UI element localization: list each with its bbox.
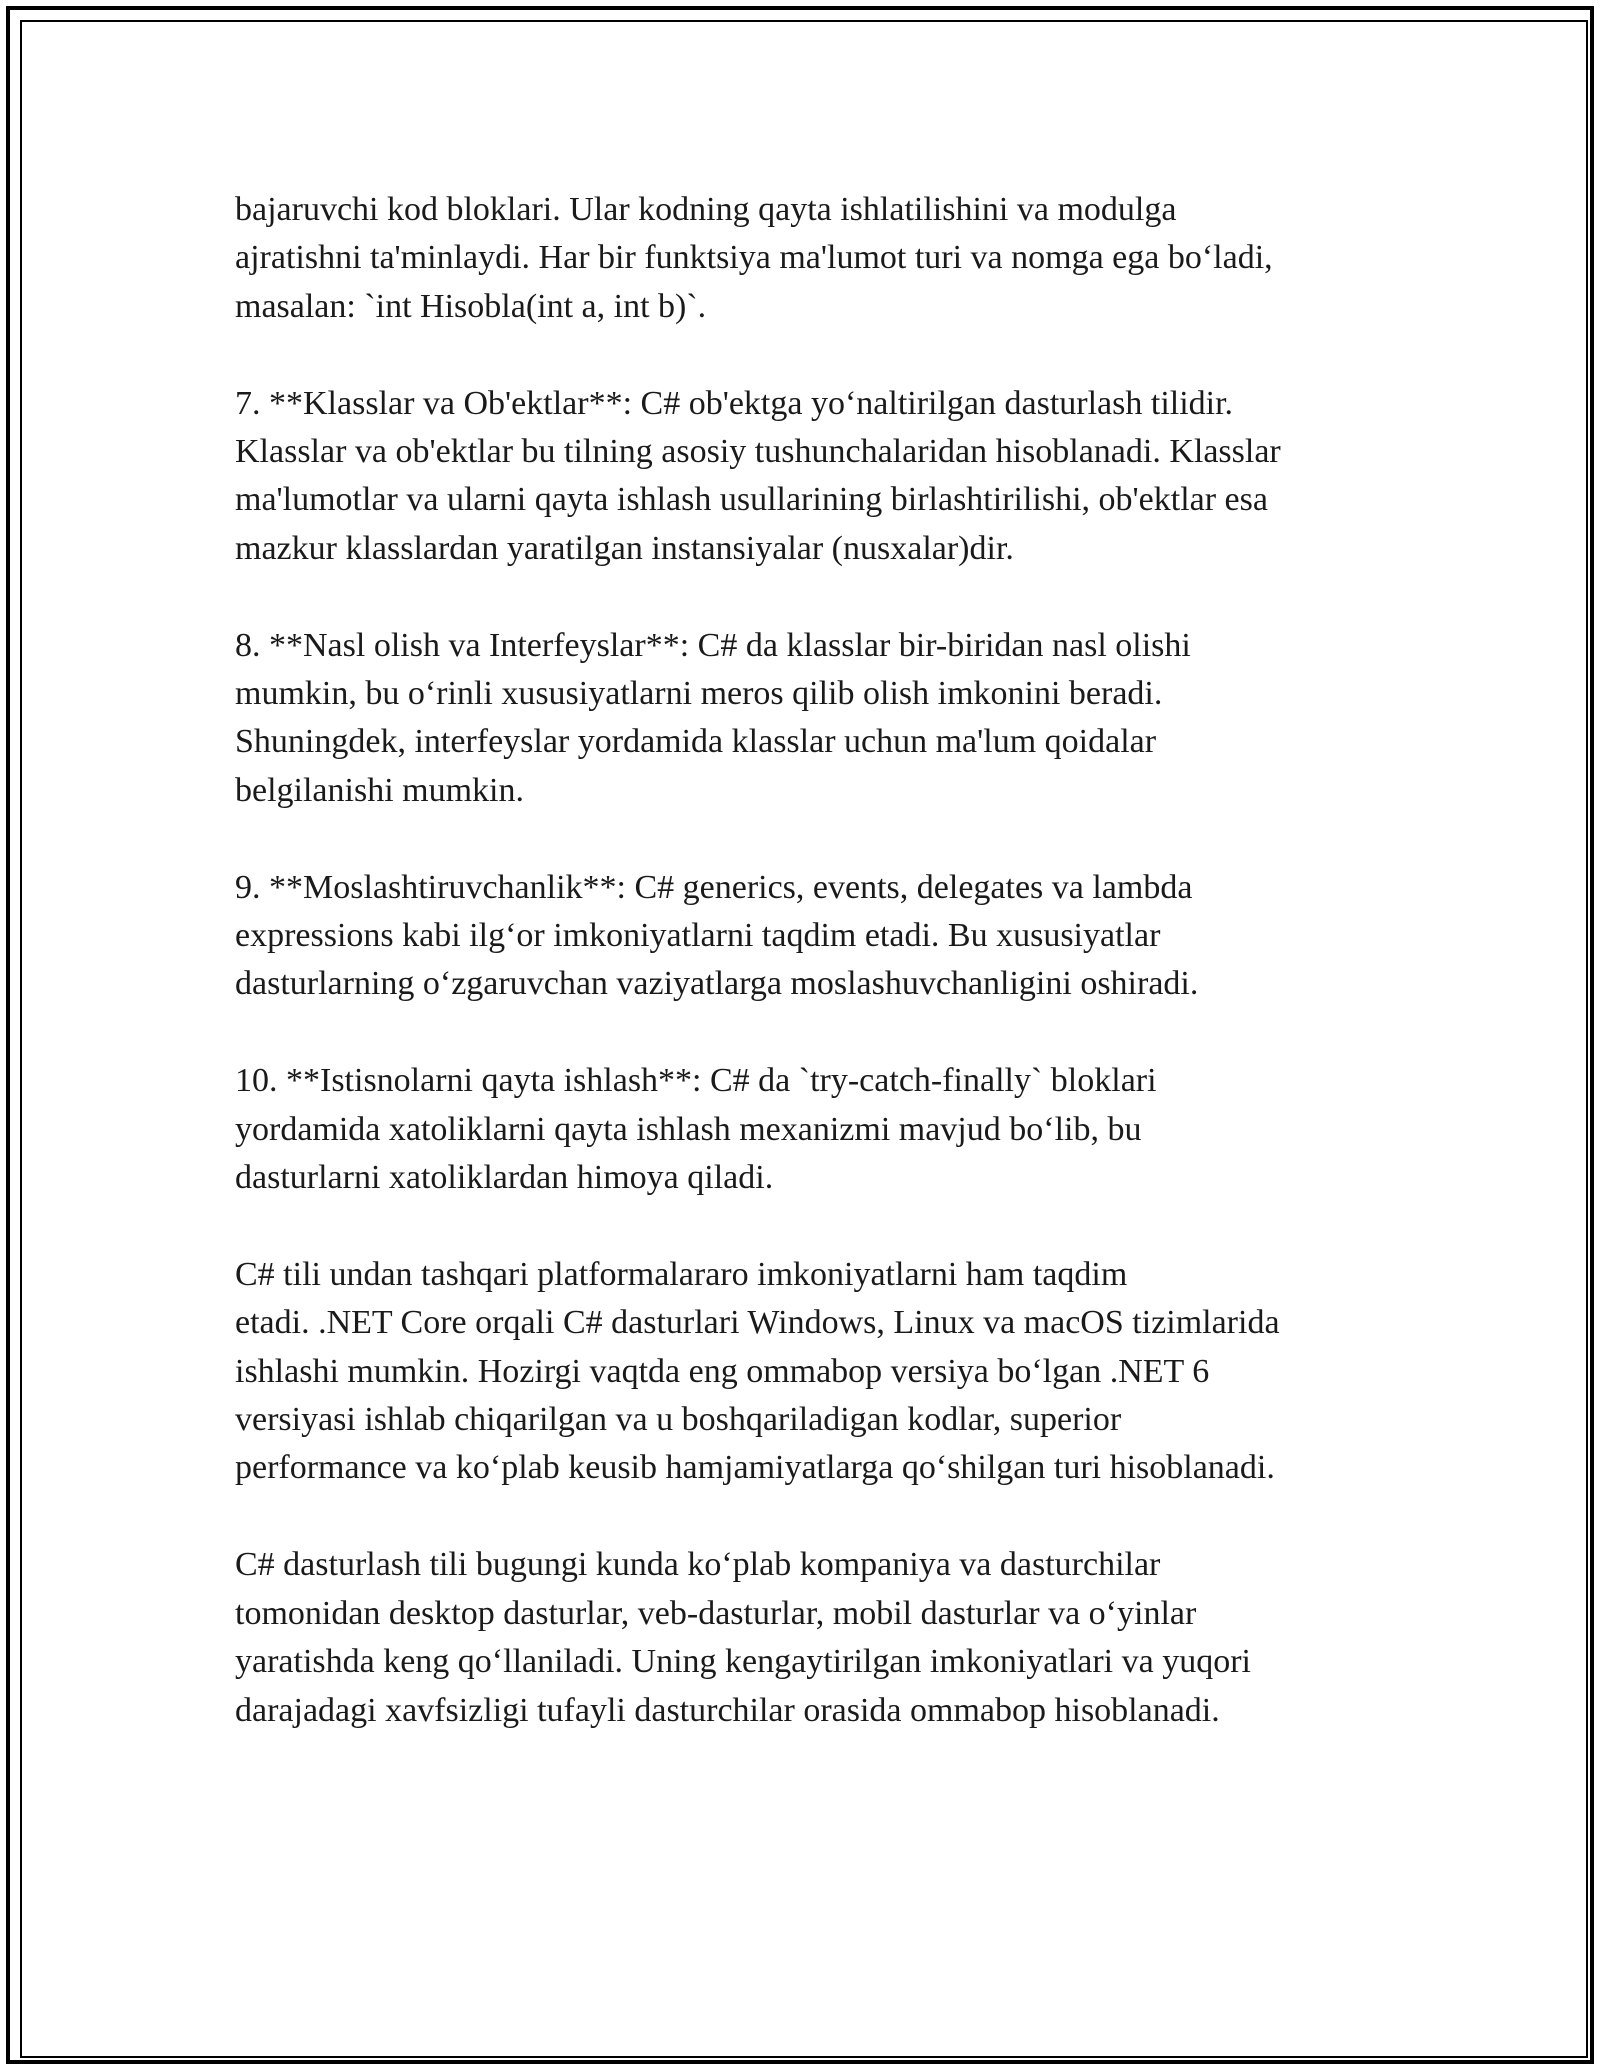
paragraph-exception-handling: 10. **Istisnolarni qayta ishlash**: C# da `try-catch-finally` bloklari yordamida xatoliklarni qayta ishlash mexanizmi mavjud bo‘lib, bu dasturlarni xatoliklardan himoya qiladi. bbox=[235, 1062, 1157, 1197]
document-body bbox=[235, 186, 1385, 1735]
paragraph-flexibility: 9. **Moslashtiruvchanlik**: C# generics, events, delegates va lambda expressions kabi ilg‘or imkoniyatlarni taqdim etadi. Bu xususiyatlar dasturlarning o‘zgaruvchan vaziyatlarga moslashuvchanligini oshiradi. bbox=[235, 868, 1199, 1003]
paragraph-classes-objects: 7. **Klasslar va Ob'ektlar**: C# ob'ektga yo‘naltirilgan dasturlash tilidir. Klasslar va ob'ektlar bu tilning asosiy tushunchalaridan hisoblanadi. Klasslar ma'lumotlar va ularni qayta ishlash usullarining birlashtirilishi, ob'ektlar esa mazkur klasslardan yaratilgan instansiyalar (nusxalar)dir. bbox=[235, 384, 1281, 567]
paragraph-usage: C# dasturlash tili bugungi kunda ko‘plab kompaniya va dasturchilar tomonidan desktop dasturlar, veb-dasturlar, mobil dasturlar va o‘yinlar yaratishda keng qo‘llaniladi. Uning kengaytirilgan imkoniyatlari va yuqori darajadagi xavfsizligi tufayli dasturchilar orasida ommabop hisoblanadi. bbox=[235, 1546, 1251, 1729]
paragraph-functions-continued: bajaruvchi kod bloklari. Ular kodning qayta ishlatilishini va modulga ajratishni ta'minlaydi. Har bir funktsiya ma'lumot turi va nomga ega bo‘ladi, masalan: `int Hisobla(int a, int b)`. bbox=[235, 191, 1273, 325]
paragraph-cross-platform: C# tili undan tashqari platformalararo imkoniyatlarni ham taqdim etadi. .NET Core orqali C# dasturlari Windows, Linux va macOS tizimlarida ishlashi mumkin. Hozirgi vaqtda eng ommabop versiya bo‘lgan .NET 6 versiyasi ishlab chiqarilgan va u boshqariladigan kodlar, superior performance va ko‘plab keusib hamjamiyatlarga qo‘shilgan turi hisoblanadi. bbox=[235, 1255, 1280, 1487]
paragraph-inheritance-interfaces: 8. **Nasl olish va Interfeyslar**: C# da klasslar bir-biridan nasl olishi mumkin, bu o‘rinli xususiyatlarni meros qilib olish imkonini beradi. Shuningdek, interfeyslar yordamida klasslar uchun ma'lum qoidalar belgilanishi mumkin. bbox=[235, 626, 1191, 809]
